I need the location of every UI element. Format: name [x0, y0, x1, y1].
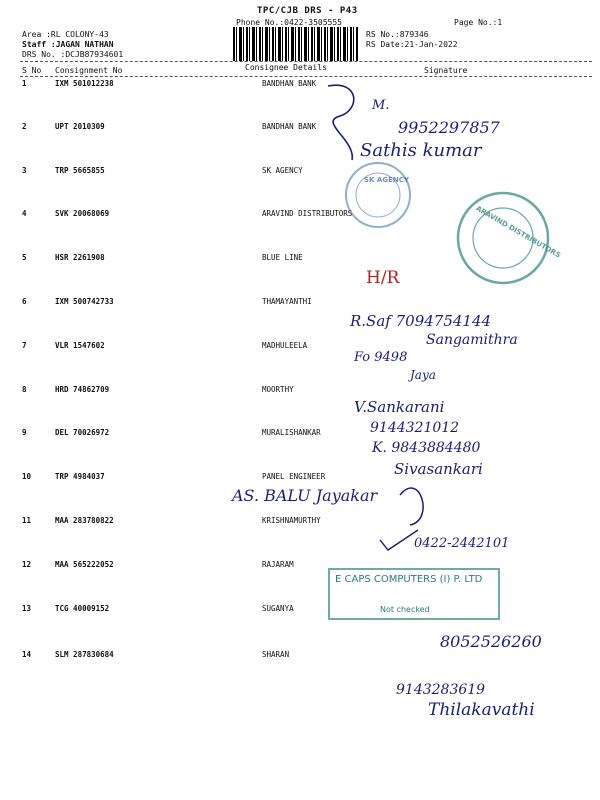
page-number: Page No.:1	[454, 18, 503, 27]
drs-title: TPC/CJB DRS - P43	[257, 6, 358, 16]
r1-initials: M.	[372, 98, 390, 113]
row-sno: 1	[22, 79, 27, 88]
row-consignment-no: UPT 2010309	[55, 122, 105, 131]
row-sno: 10	[22, 472, 32, 481]
row-sno: 5	[22, 253, 27, 262]
r9-name: Sivasankari	[394, 460, 483, 478]
row10-signature-scribble	[400, 488, 423, 525]
r14-name: Thilakavathi	[428, 700, 535, 720]
r10-text: AS. BALU Jayakar	[232, 486, 378, 505]
drs-number: DRS No. :DCJB87934601	[22, 50, 124, 59]
row-consignment-no: SVK 20068069	[55, 209, 110, 218]
ecaps-stamp-note: Not checked	[380, 605, 430, 614]
area-label: Area :RL COLONY-43	[22, 30, 109, 39]
row-consignment-no: TRP 4984037	[55, 472, 105, 481]
row-consignee: SHARAN	[262, 650, 290, 659]
r13-phone: 8052526260	[440, 632, 542, 651]
sk-agency-stamp	[346, 163, 410, 227]
aravind-stamp-text: ARAVIND DISTRIBUTORS	[474, 204, 562, 260]
row-sno: 8	[22, 385, 27, 394]
row1-signature-scribble	[328, 85, 354, 160]
row-sno: 14	[22, 650, 32, 659]
row-consignment-no: TCG 40009152	[55, 604, 110, 613]
ecaps-stamp-title: E CAPS COMPUTERS (I) P. LTD	[335, 574, 483, 585]
r2-name: Sathis kumar	[360, 140, 482, 161]
r14-phone: 9143283619	[396, 682, 486, 698]
rs-date: RS Date:21-Jan-2022	[366, 40, 458, 49]
row-consignee: SUGANYA	[262, 604, 294, 613]
r8-name: V.Sankarani	[354, 398, 445, 416]
r9-phone: K. 9843884480	[372, 440, 481, 456]
row-consignee: BANDHAN BANK	[262, 79, 317, 88]
row-consignment-no: IXM 500742733	[55, 297, 114, 306]
row-sno: 13	[22, 604, 32, 613]
row-sno: 11	[22, 516, 32, 525]
row-consignee: MOORTHY	[262, 385, 294, 394]
row-consignment-no: IXM 501012238	[55, 79, 114, 88]
staff-label: Staff :JAGAN NATHAN	[22, 40, 114, 49]
row-sno: 12	[22, 560, 32, 569]
row-consignment-no: TRP 5665855	[55, 166, 105, 175]
row-consignee: BANDHAN BANK	[262, 122, 317, 131]
col-sno: S No	[22, 66, 42, 75]
row-consignment-no: VLR 1547602	[55, 341, 105, 350]
row-consignee: THAMAYANTHI	[262, 297, 312, 306]
r7-name: Sangamithra	[426, 332, 518, 348]
row-consignment-no: DEL 70026972	[55, 428, 110, 437]
row-consignee: MADHULEELA	[262, 341, 308, 350]
r8-phone: 9144321012	[370, 420, 460, 436]
row-consignment-no: HRD 74862709	[55, 385, 110, 394]
row-consignee: KRISHNAMURTHY	[262, 516, 321, 525]
col-consignee: Consignee Details	[245, 63, 327, 72]
col-consignment: Consignment No	[55, 66, 123, 75]
row11-tick	[380, 530, 418, 550]
row-consignee: PANEL ENGINEER	[262, 472, 326, 481]
row-consignment-no: MAA 565222052	[55, 560, 114, 569]
phone-number: Phone No.:0422-3505555	[236, 18, 342, 27]
row-sno: 3	[22, 166, 27, 175]
r7-sub: Jaya	[410, 368, 436, 382]
row-consignment-no: SLM 287830684	[55, 650, 114, 659]
r6-text: R.Saf 7094754144	[350, 312, 492, 330]
row-sno: 7	[22, 341, 27, 350]
row-consignee: SK AGENCY	[262, 166, 303, 175]
row-consignee: MURALISHANKAR	[262, 428, 321, 437]
row-sno: 2	[22, 122, 27, 131]
rs-number: RS No.:879346	[366, 30, 429, 39]
r5-hr-mark: H/R	[366, 268, 400, 288]
sk-agency-stamp-text: SK AGENCY	[364, 176, 409, 184]
row-consignee: ARAVIND DISTRIBUTORS	[262, 209, 353, 218]
row-sno: 9	[22, 428, 27, 437]
r11-text: 0422-2442101	[414, 536, 510, 551]
row-consignment-no: HSR 2261908	[55, 253, 105, 262]
row-consignee: BLUE LINE	[262, 253, 303, 262]
col-signature: Signature	[424, 66, 468, 75]
row-consignee: RAJARAM	[262, 560, 294, 569]
row-consignment-no: MAA 283780822	[55, 516, 114, 525]
row-sno: 6	[22, 297, 27, 306]
r7-phone: Fo 9498	[354, 350, 408, 365]
r1-phone: 9952297857	[398, 118, 500, 137]
row-sno: 4	[22, 209, 27, 218]
